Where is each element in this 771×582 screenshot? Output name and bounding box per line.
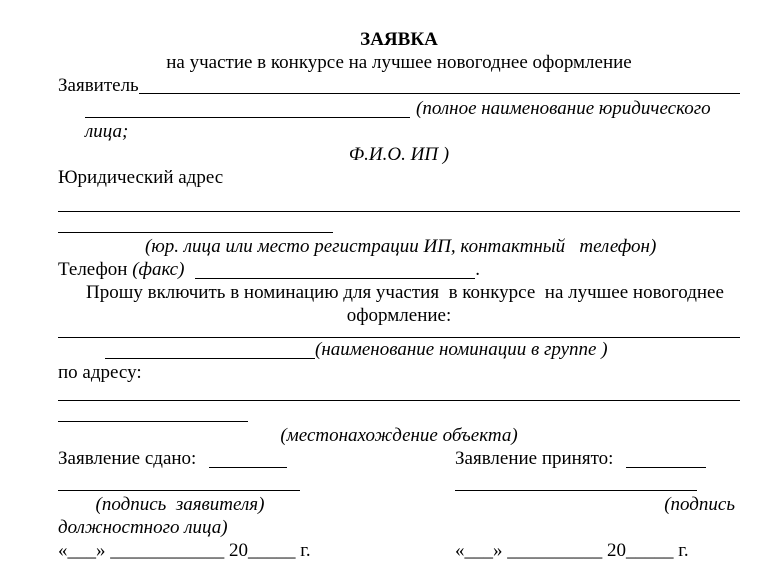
location-caption: (местонахождение объекта)	[280, 425, 518, 446]
legal-address-blank-line-2[interactable]	[58, 231, 333, 233]
signature-lines-row	[58, 470, 740, 493]
received-blank[interactable]	[626, 466, 706, 468]
applicant-caption-line1: (полное наименование юридического лица;	[85, 98, 716, 142]
legal-address-caption: (юр. лица или место регистрации ИП, контактный телефон)	[145, 236, 657, 257]
applicant-label: Заявитель	[58, 75, 139, 96]
phone-row	[58, 258, 740, 281]
submission-row	[58, 447, 740, 470]
request-line-1: Прошу включить в номинацию для участия в конкурсе на лучшее новогоднее	[86, 282, 724, 303]
official-signature-blank[interactable]	[455, 489, 697, 491]
applicant-signature-blank[interactable]	[58, 489, 300, 491]
address-label: по адресу:	[58, 362, 142, 383]
nomination-caption: (наименование номинации в группе )	[315, 339, 608, 360]
phone-blank[interactable]	[195, 277, 475, 279]
object-address-blank-line-1[interactable]	[58, 384, 740, 401]
received-label: Заявление принято:	[455, 448, 614, 469]
applicant-name-blank-2[interactable]	[85, 116, 410, 118]
object-address-blank-row-2	[58, 401, 740, 424]
legal-address-blank-line-1[interactable]	[58, 189, 740, 212]
legal-address-blank-row-2	[58, 212, 740, 235]
received-col	[455, 447, 735, 470]
phone-label: Телефон	[58, 259, 128, 280]
applicant-caption-line2: Ф.И.О. ИП )	[348, 144, 450, 165]
object-address-blank-line-2[interactable]	[58, 420, 248, 422]
nomination-blank-line-2[interactable]	[105, 357, 315, 359]
submitted-blank[interactable]	[209, 466, 287, 468]
applicant-caption-row	[85, 97, 740, 143]
applicant-signature-caption: (подпись заявителя)	[95, 494, 265, 515]
official-signature-caption-start: (подпись	[664, 494, 735, 515]
date-right: «___» __________ 20_____ г.	[455, 540, 689, 561]
nomination-caption-row	[105, 338, 740, 361]
date-left: «___» ____________ 20_____ г.	[58, 540, 311, 561]
nomination-blank-line-1[interactable]	[58, 327, 740, 338]
official-signature-col	[455, 470, 735, 493]
official-signature-caption-end: должностного лица)	[58, 517, 228, 538]
applicant-row	[58, 74, 740, 97]
phone-fax-label: (факс)	[132, 259, 185, 280]
dates-row	[58, 539, 740, 562]
submitted-label: Заявление сдано:	[58, 448, 197, 469]
phone-period: .	[475, 259, 480, 280]
request-line-2: оформление:	[346, 305, 452, 326]
form-subtitle: на участие в конкурсе на лучшее новогоднее оформление	[166, 52, 632, 73]
legal-address-label: Юридический адрес	[58, 167, 224, 188]
applicant-name-blank[interactable]	[139, 74, 740, 94]
form-title: ЗАЯВКА	[360, 29, 438, 50]
signature-captions-row	[58, 493, 740, 516]
